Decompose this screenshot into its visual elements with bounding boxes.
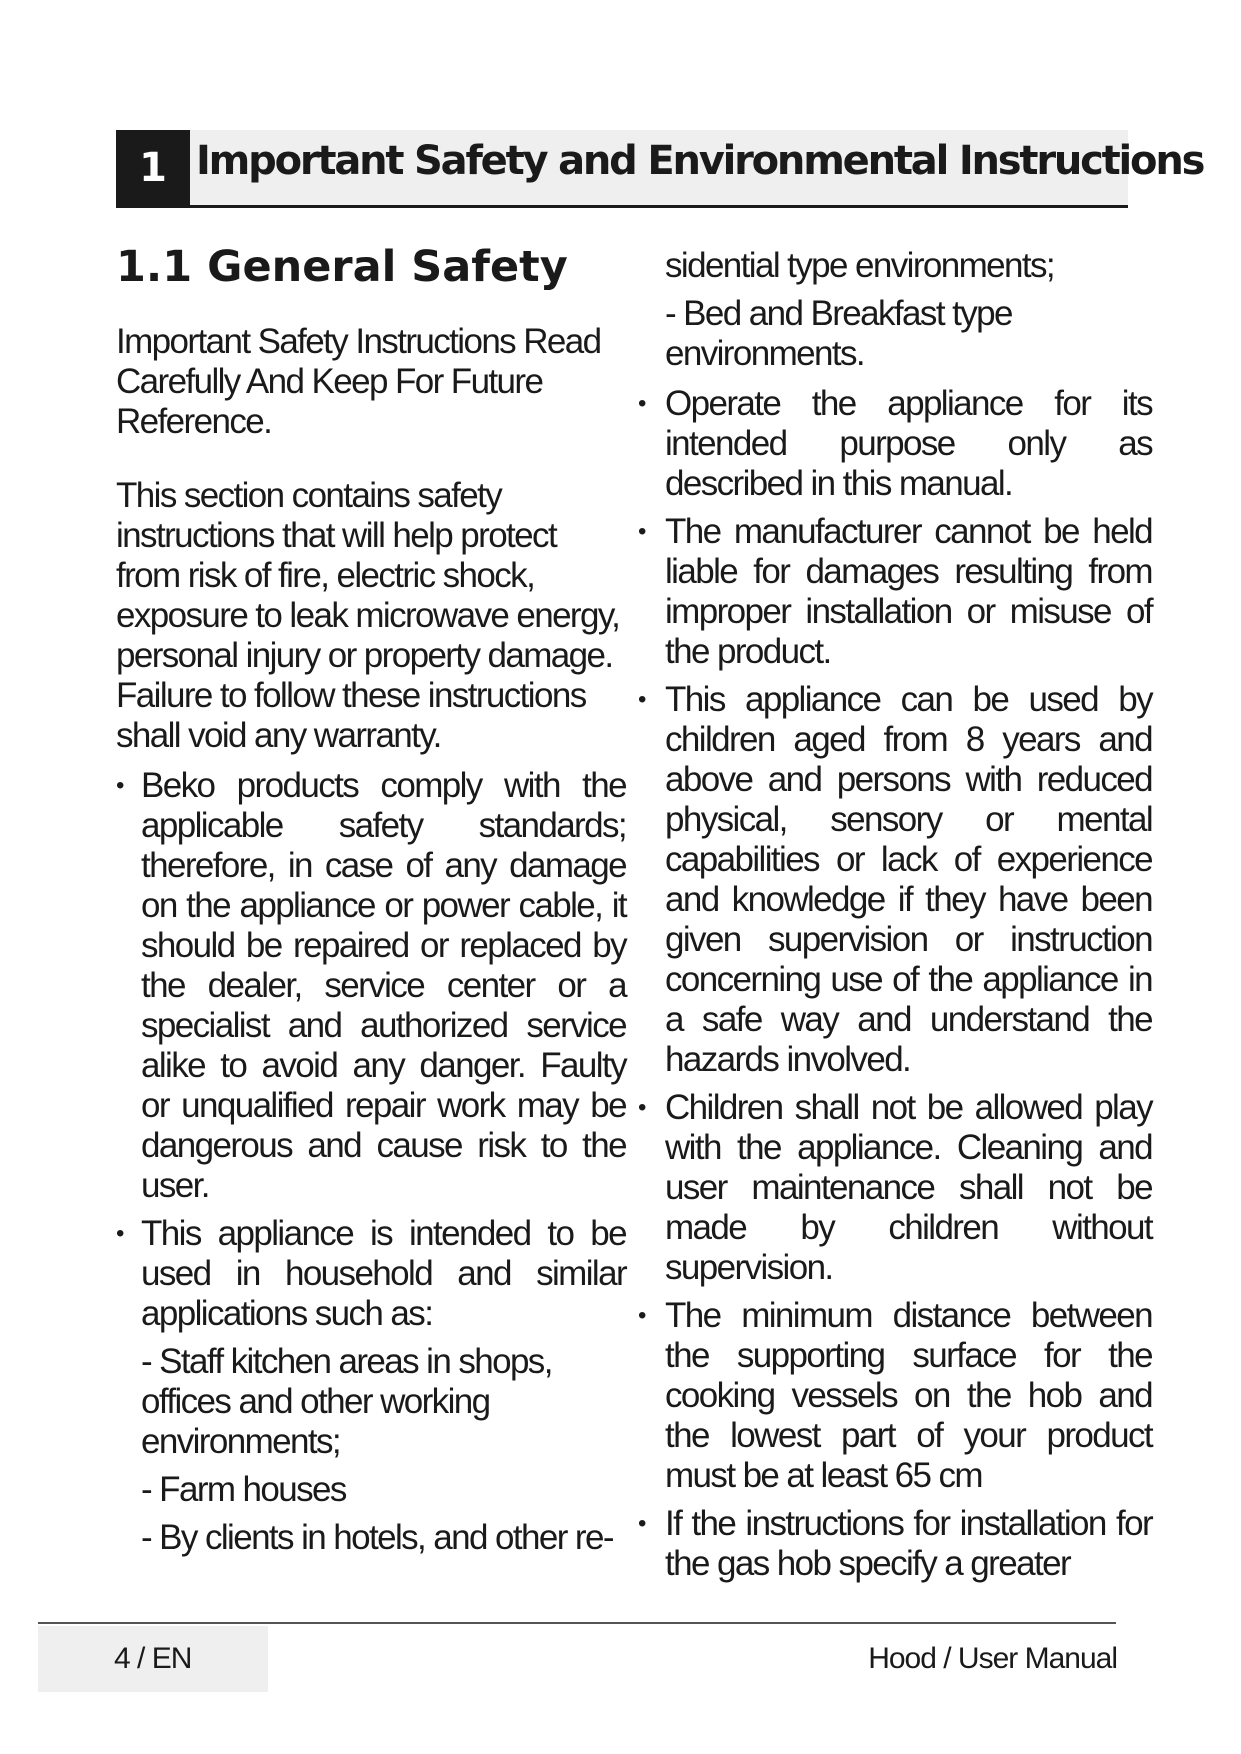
list-item: • This appliance is intended to be used in household and similar applications such as: bbox=[116, 1214, 626, 1334]
bullet-list-left bbox=[116, 766, 626, 1334]
sub-item: - Staff kitchen areas in shops, offices and other working environments; bbox=[141, 1342, 552, 1461]
sub-item: - Bed and Breakfast type environments. bbox=[665, 294, 1012, 373]
bullet-list-right bbox=[648, 384, 1152, 1584]
page-number: 4 / EN bbox=[38, 1626, 268, 1692]
chapter-header bbox=[116, 130, 1204, 208]
list-item: • This appliance can be used by children aged from 8 years and above and persons with reduced physical, sensory or mental capabilities or lack of experience and knowledge if they have been given supervision or instruction concerning use of the appliance in a safe way and understand the hazards involved. bbox=[648, 680, 1152, 1080]
chapter-title: Important Safety and Environmental Instructions bbox=[196, 138, 1204, 184]
chapter-number: 1 bbox=[116, 130, 190, 205]
intro-heading: Important Safety Instructions Read Carefully And Keep For Future Reference. bbox=[116, 322, 601, 441]
list-item: • Beko products comply with the applicable safety standards; therefore, in case of any damage on the appliance or power cable, it should be repaired or replaced by the dealer, service center or a specialist and authorized service alike to avoid any danger. Faulty or unqualified repair work may be dangerous and cause risk to the user. bbox=[116, 766, 626, 1206]
list-item: • If the instructions for installation for the gas hob specify a greater bbox=[648, 1504, 1152, 1584]
sub-item: - Farm houses bbox=[141, 1470, 346, 1509]
right-column bbox=[648, 246, 1152, 1592]
footer-divider bbox=[38, 1622, 1116, 1624]
list-item: • The minimum distance between the supporting surface for the cooking vessels on the hob and the lowest part of your product must be at least 65 cm bbox=[648, 1296, 1152, 1496]
list-item: • The manufacturer cannot be held liable for damages resulting from improper installation or misuse of the product. bbox=[648, 512, 1152, 672]
list-item: • Children shall not be allowed play with the appliance. Cleaning and user maintenance shall not be made by children without supervision. bbox=[648, 1088, 1152, 1288]
sub-item: - By clients in hotels, and other re- bbox=[141, 1518, 613, 1557]
manual-title: Hood / User Manual bbox=[868, 1642, 1117, 1675]
section-heading: 1.1 General Safety bbox=[116, 242, 568, 292]
list-item: • Operate the appliance for its intended purpose only as described in this manual. bbox=[648, 384, 1152, 504]
intro-body: This section contains safety instructions that will help protect from risk of fire, electric shock, exposure to leak microwave energy, personal injury or property damage. Failure to follow these instructions shall void any warranty. bbox=[116, 476, 620, 755]
continuation-text: sidential type environments; bbox=[665, 246, 1055, 285]
left-column bbox=[116, 322, 626, 1566]
